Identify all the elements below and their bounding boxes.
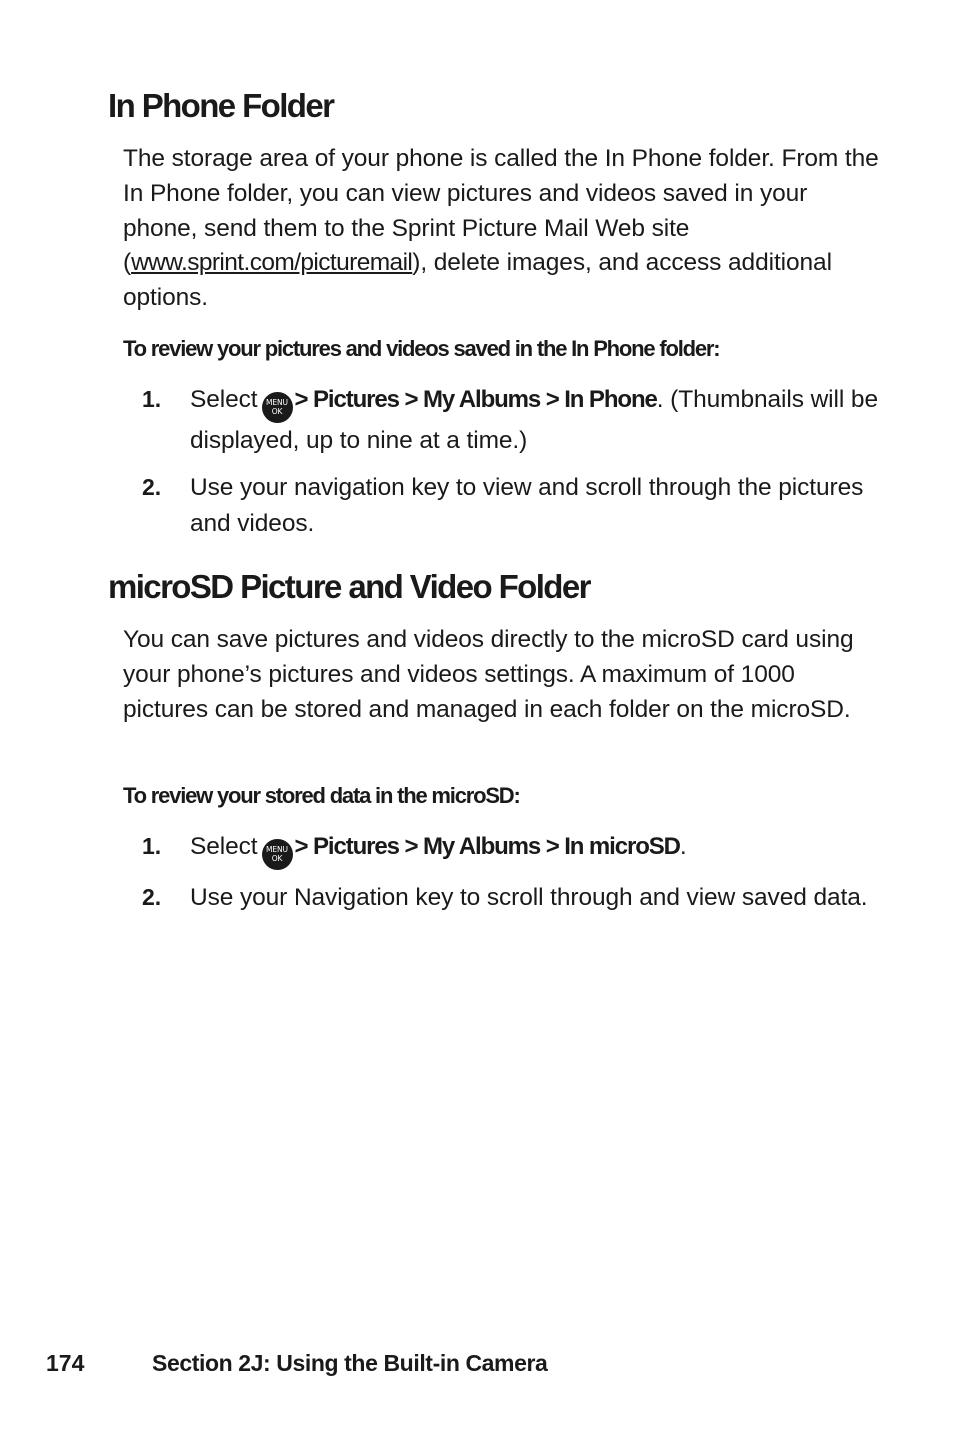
menu-path: > Pictures > My Albums > In Phone: [294, 386, 657, 413]
menu-ok-key-icon: MENU OK: [262, 839, 293, 870]
select-label: Select: [190, 833, 258, 860]
in-phone-subheading: To review your pictures and videos saved in the In Phone folder:: [123, 336, 720, 361]
microsd-subheading: To review your stored data in the microSD:: [123, 783, 520, 808]
section-heading-in-phone-folder: In Phone Folder: [108, 87, 334, 124]
step-number: 2.: [142, 884, 162, 910]
footer-section-title: Section 2J: Using the Built-in Camera: [152, 1350, 548, 1376]
step-text: Use your Navigation key to scroll through and view saved data.: [190, 884, 868, 911]
step-text: [190, 382, 880, 459]
microsd-folder-paragraph: You can save pictures and videos directly to the microSD card using your phone’s pictures and videos settings. A maximum of 1000 pictures can be stored and managed in each folder on the microSD.: [123, 626, 854, 723]
select-label: Select: [190, 386, 258, 413]
paragraph-text-end: ), delete images, and access additional options.: [123, 249, 832, 312]
step-text: [190, 829, 880, 870]
menu-path: > Pictures > My Albums > In microSD: [294, 833, 680, 860]
page-number: 174: [46, 1350, 85, 1376]
menu-ok-key-icon: MENU OK: [262, 392, 293, 423]
step-number: 2.: [142, 474, 162, 500]
step-number: 1.: [142, 386, 162, 412]
section-heading-microsd-folder: microSD Picture and Video Folder: [108, 568, 590, 605]
step-text: Use your navigation key to view and scroll through the pictures and videos.: [190, 474, 864, 537]
step-text-after: .: [679, 833, 687, 860]
in-phone-folder-paragraph: [123, 142, 883, 316]
picturemail-link[interactable]: www.sprint.com/picturemail: [131, 249, 413, 277]
step-text-after: . (Thumbnails will be displayed, up to nine at a time.): [190, 386, 878, 454]
step-number: 1.: [142, 833, 162, 859]
paragraph-text-start: The storage area of your phone is called the In Phone folder. From the In Phone folder, you can view pictures and videos saved in your phone, send them to the Sprint Picture Mail Web site (: [123, 145, 879, 277]
